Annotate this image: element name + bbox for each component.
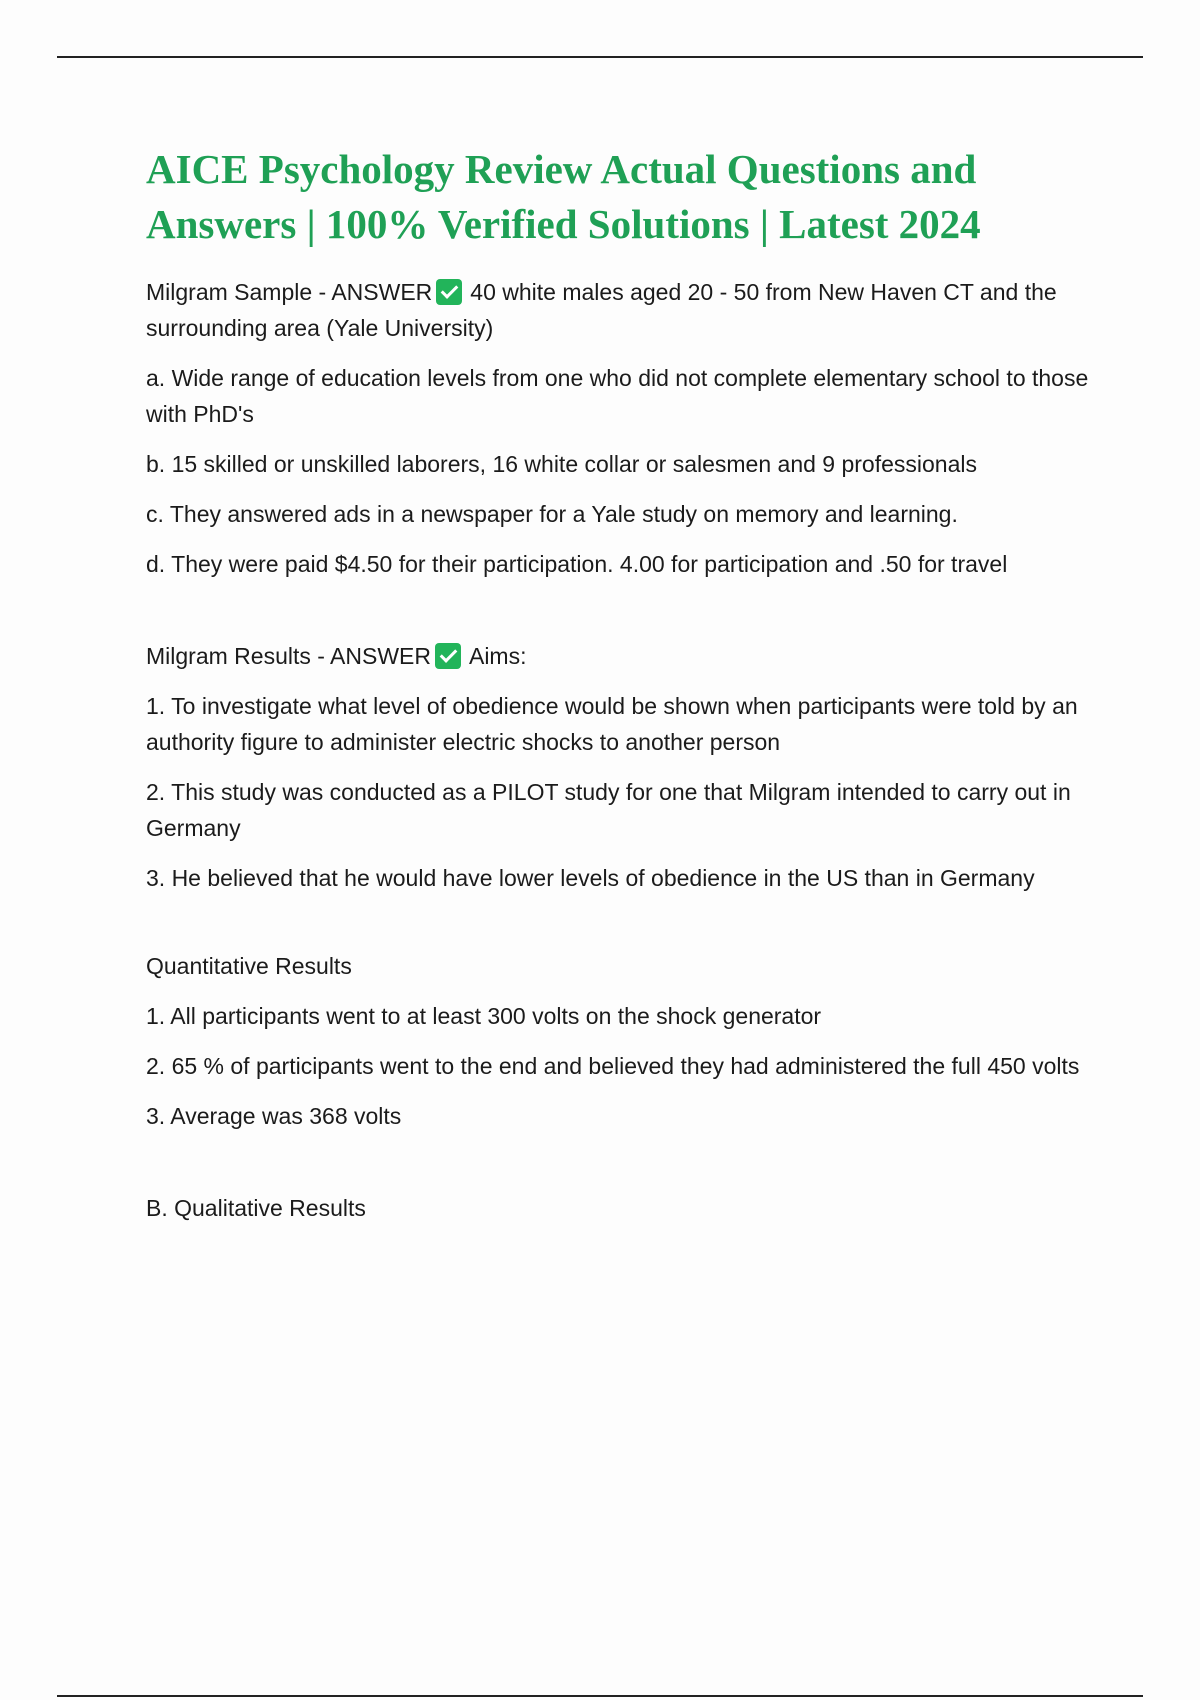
question-label: Milgram Results - ANSWER <box>146 643 431 669</box>
answer-text: 40 white males aged 20 - 50 from New Haven CT and the surrounding area (Yale University) <box>146 279 1057 341</box>
list-item: b. 15 skilled or unskilled laborers, 16 white collar or salesmen and 9 professionals <box>146 451 977 477</box>
list-item: a. Wide range of education levels from one who did not complete elementary school to those with PhD's <box>146 365 1089 427</box>
document-title: AICE Psychology Review Actual Questions and Answers | 100% Verified Solutions | Latest 2024 <box>146 146 981 247</box>
list-item: 1. All participants went to at least 300 volts on the shock generator <box>146 1003 822 1029</box>
top-divider <box>57 56 1143 58</box>
list-item: d. They were paid $4.50 for their participation. 4.00 for participation and .50 for travel <box>146 551 1008 577</box>
answer-text: Aims: <box>468 643 527 669</box>
list-item: 2. This study was conducted as a PILOT study for one that Milgram intended to carry out in Germany <box>146 779 1071 841</box>
list-item: c. They answered ads in a newspaper for a Yale study on memory and learning. <box>146 501 958 527</box>
quantitative-results-heading: Quantitative Results <box>146 953 352 979</box>
check-icon <box>436 279 462 305</box>
qa-milgram-sample <box>146 274 1106 346</box>
question-label: Milgram Sample - ANSWER <box>146 279 433 305</box>
list-item: 1. To investigate what level of obedience would be shown when participants were told by an authority figure to administer electric shocks to another person <box>146 693 1078 755</box>
list-item: 3. Average was 368 volts <box>146 1103 402 1129</box>
qa-milgram-results <box>146 638 1106 674</box>
list-item: 3. He believed that he would have lower levels of obedience in the US than in Germany <box>146 865 1035 891</box>
list-item: 2. 65 % of participants went to the end and believed they had administered the full 450 volts <box>146 1053 1080 1079</box>
check-icon <box>435 643 461 669</box>
qualitative-results-heading: B. Qualitative Results <box>146 1195 366 1221</box>
document-body <box>146 142 1106 1240</box>
bottom-divider <box>57 1695 1143 1697</box>
